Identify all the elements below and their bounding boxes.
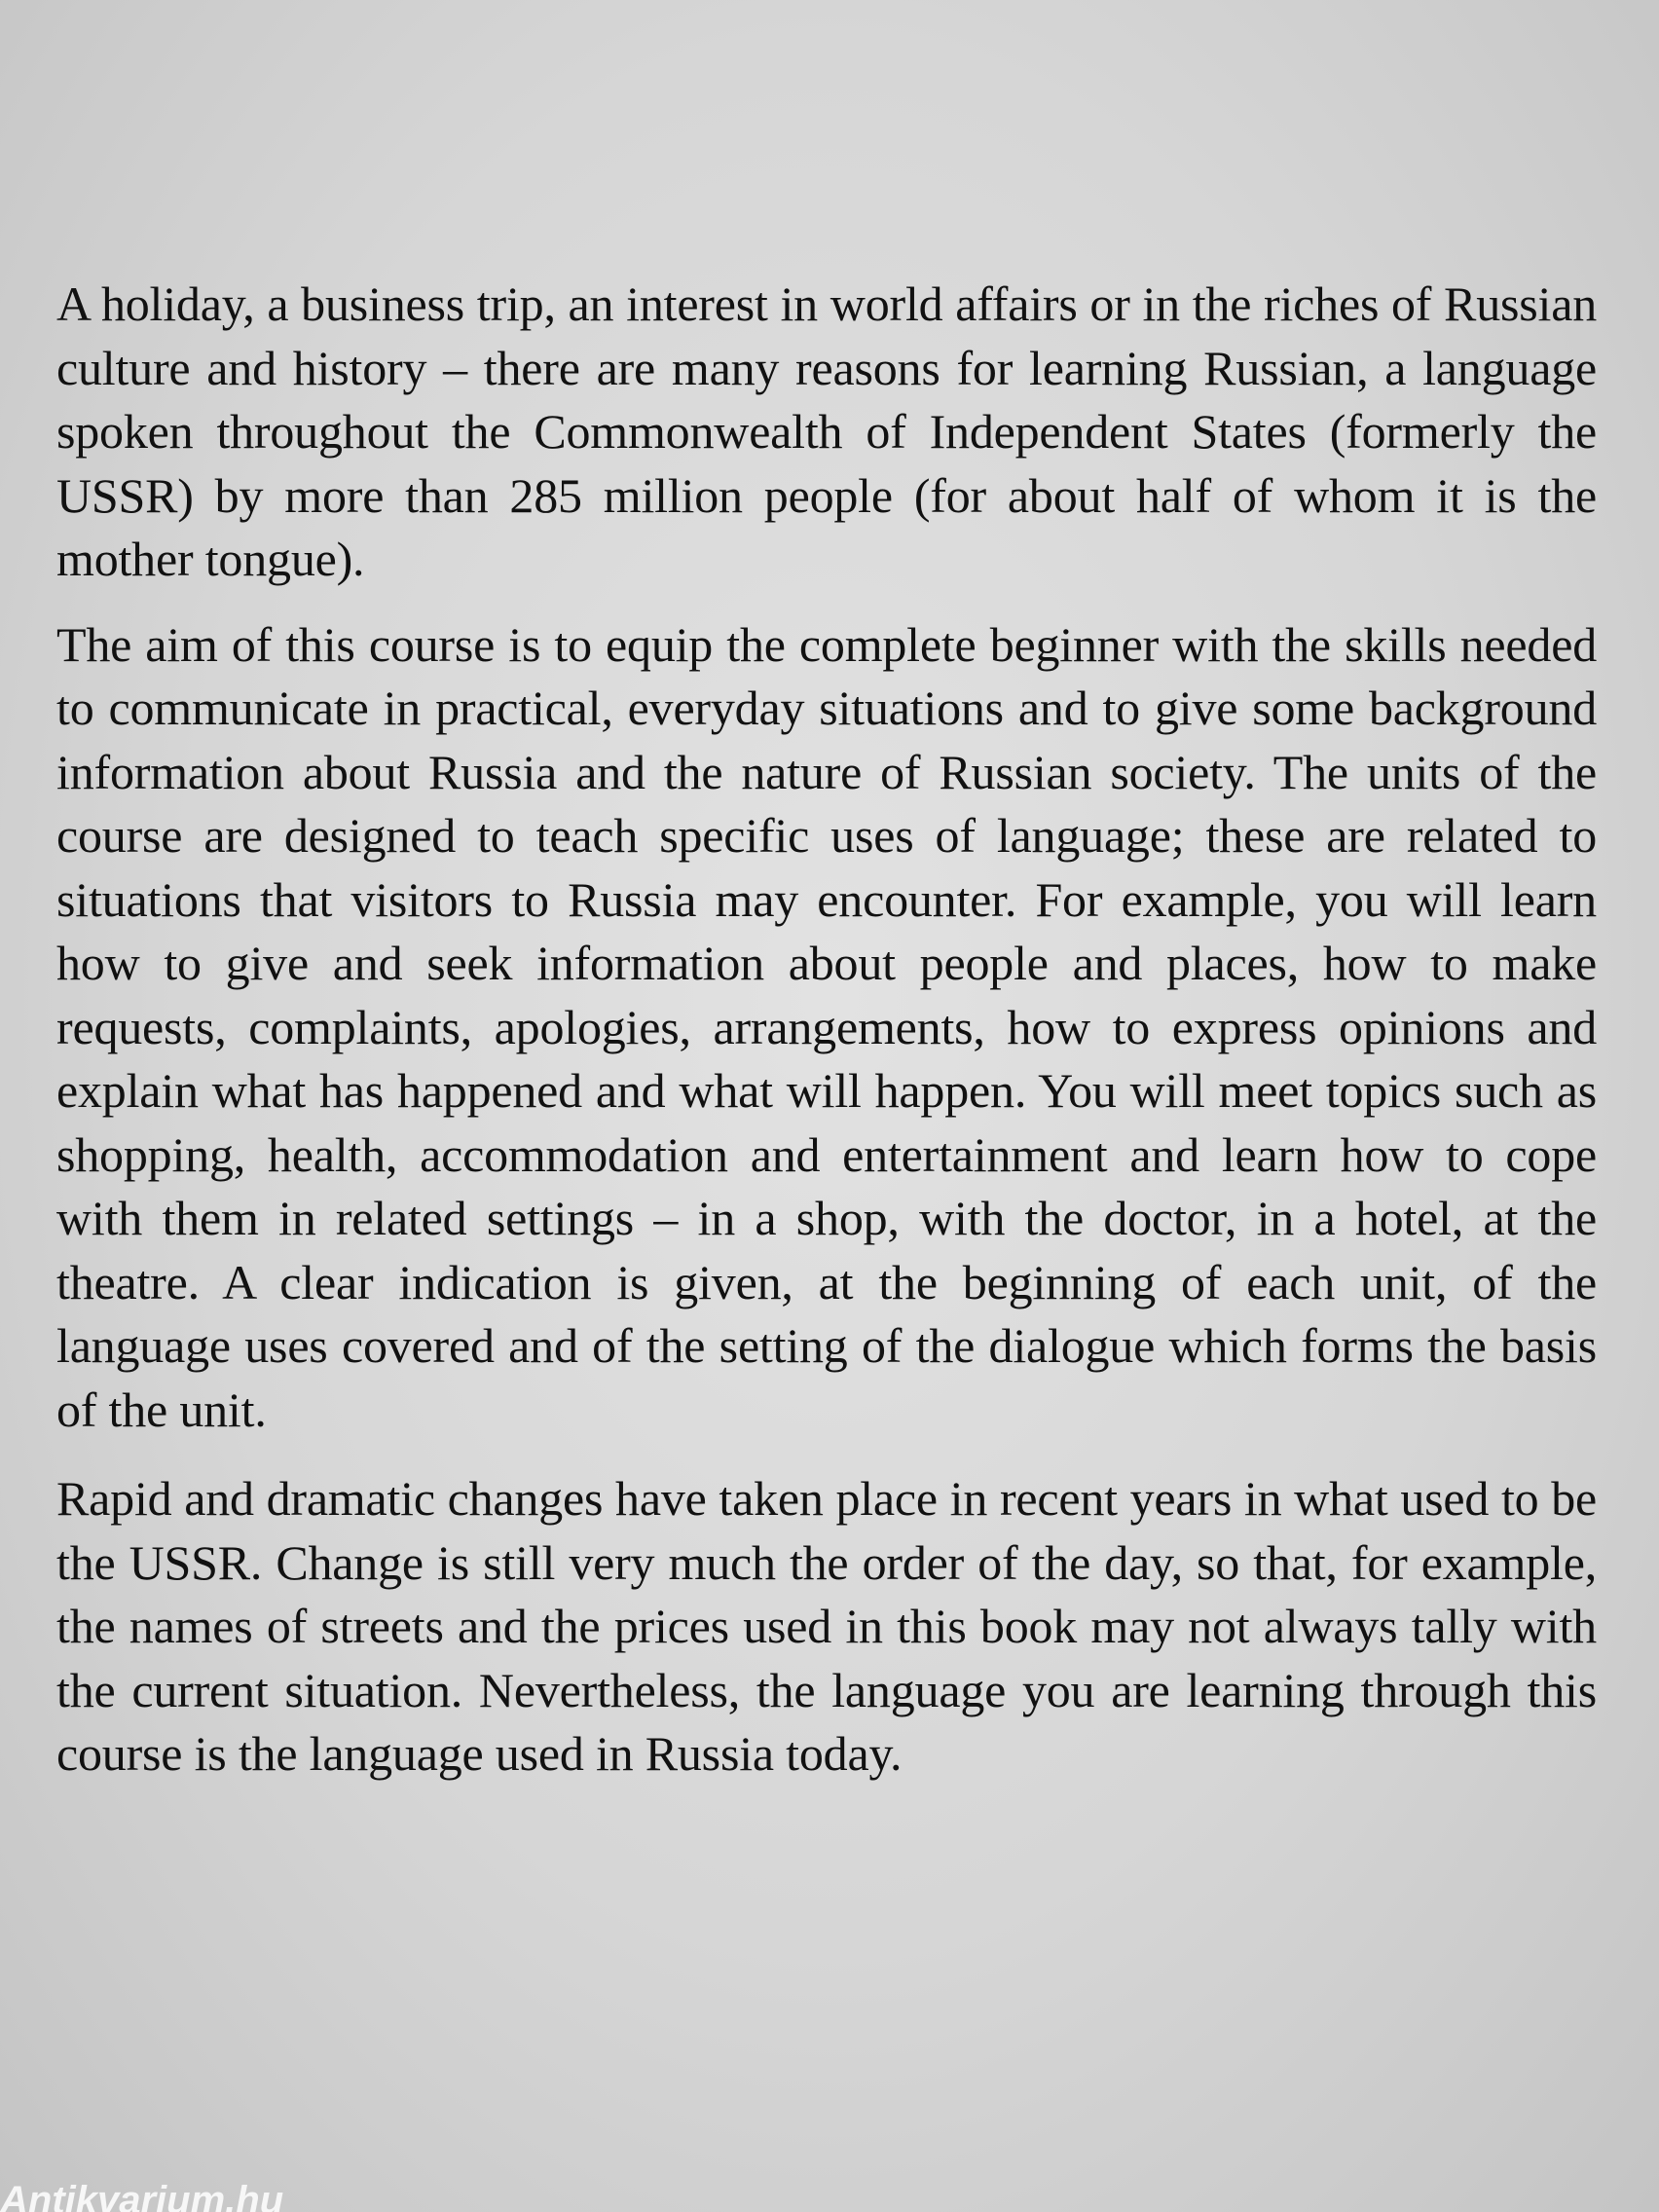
paragraph-2: The aim of this course is to equip the complete beginner with the skills needed to communicate in practical, everyday situations and to give some background information about Russia and the nature of Russian society. The units of the course are designed to teach specific uses of language; these are related to situations that visitors to Russia may encounter. For example, you will learn how to give and seek information about people and places, how to make requests, complaints, apologies, arrangements, how to express opinions and explain what has happened and what will happen. You will meet topics such as shopping, health, accommodation and entertainment and learn how to cope with them in related settings – in a shop, with the doctor, in a hotel, at the theatre. A clear indication is given, at the beginning of each unit, of the language uses covered and of the setting of the dialogue which forms the basis of the unit. [56, 616, 1597, 1437]
page-text [56, 273, 1597, 1812]
watermark: Antikvarium.hu [0, 2179, 284, 2212]
paragraph-3: Rapid and dramatic changes have taken place in recent years in what used to be the USSR. Change is still very much the order of the day, so that, for example, the names of streets and the prices used in this book may not always tally with the current situation. Nevertheless, the language you are learning through this course is the language used in Russia today. [56, 1471, 1597, 1781]
bleed-through-top [29, 0, 1626, 263]
paragraph-1: A holiday, a business trip, an interest in world affairs or in the riches of Russian culture and history – there are many reasons for learning Russian, a language spoken throughout the Commonwealth of Independent States (formerly the USSR) by more than 285 million people (for about half of whom it is the mother tongue). [56, 276, 1597, 586]
